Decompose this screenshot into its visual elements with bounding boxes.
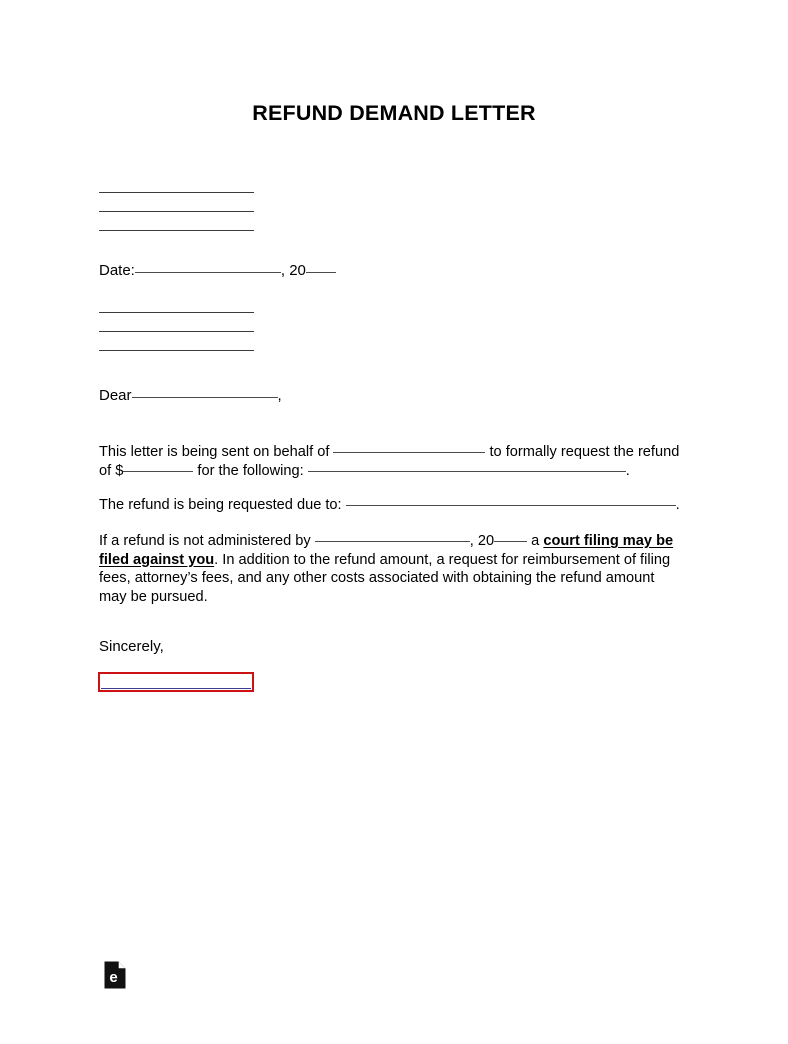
deadline-date-input[interactable] bbox=[315, 541, 470, 542]
svg-text:e: e bbox=[109, 969, 118, 987]
salutation-comma: , bbox=[277, 387, 282, 404]
closing-text: Sincerely, bbox=[99, 638, 164, 655]
date-input[interactable] bbox=[135, 272, 281, 273]
deadline-year-input[interactable] bbox=[494, 541, 527, 542]
p1-text-d: . bbox=[625, 462, 630, 479]
sender-address-line-1[interactable] bbox=[99, 174, 254, 193]
page-title: REFUND DEMAND LETTER bbox=[252, 101, 536, 125]
paragraph-due-to bbox=[99, 496, 685, 515]
behalf-of-input[interactable] bbox=[333, 452, 485, 453]
p3-text-d: . In addition to the refund amount, a request for reimbursement of filing fees, attorney’s fees, and any other costs associated with obtaining the refund amount may be pursued. bbox=[99, 551, 671, 605]
date-line bbox=[99, 262, 336, 281]
sender-address-line-3[interactable] bbox=[99, 212, 254, 231]
p1-text-c: for the following: bbox=[193, 462, 308, 479]
recipient-address-line-2[interactable] bbox=[99, 313, 254, 332]
date-label: Date: bbox=[99, 262, 135, 279]
recipient-address-block bbox=[99, 294, 254, 351]
recipient-address-line-1[interactable] bbox=[99, 294, 254, 313]
paragraph-request bbox=[99, 443, 685, 480]
p1-text-a: This letter is being sent on behalf of bbox=[99, 444, 334, 460]
date-year-input[interactable] bbox=[306, 272, 336, 273]
p2-text-b: . bbox=[675, 497, 680, 513]
recipient-address-line-3[interactable] bbox=[99, 332, 254, 351]
refund-amount-input[interactable] bbox=[123, 471, 193, 472]
p3-text-a: If a refund is not administered by bbox=[99, 533, 315, 549]
refund-reason-input[interactable] bbox=[308, 471, 626, 472]
paragraph-legal-notice bbox=[99, 532, 685, 606]
signature-rule bbox=[101, 688, 251, 689]
salutation-line bbox=[99, 387, 282, 406]
p3-text-c: a bbox=[527, 533, 544, 549]
date-year-prefix: , 20 bbox=[280, 262, 306, 279]
legal-warning-emphasis: court filing may be filed against you bbox=[99, 533, 674, 568]
eforms-document-icon bbox=[104, 961, 126, 989]
sender-address-block bbox=[99, 174, 254, 231]
p1-text-b: to formally request the refund of $ bbox=[99, 444, 680, 479]
due-to-input[interactable] bbox=[346, 505, 676, 506]
p2-text-a: The refund is being requested due to: bbox=[99, 497, 346, 513]
p3-text-b: , 20 bbox=[469, 533, 495, 549]
salutation-input[interactable] bbox=[132, 397, 278, 398]
salutation-label: Dear bbox=[99, 387, 132, 404]
signature-input[interactable] bbox=[98, 672, 254, 692]
sender-address-line-2[interactable] bbox=[99, 193, 254, 212]
